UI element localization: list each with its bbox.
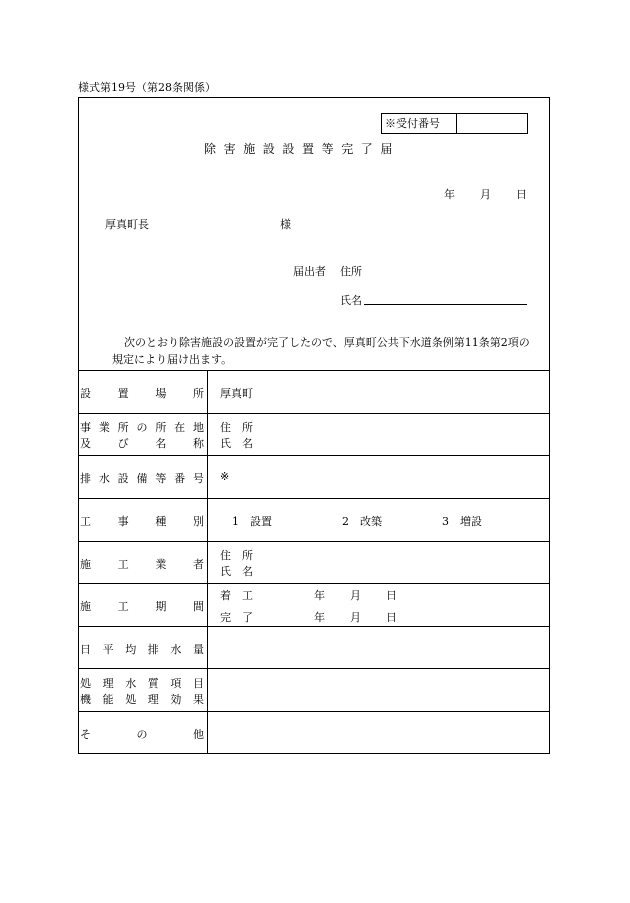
contractor-address-label: 住 所 <box>220 549 253 562</box>
period-end-label: 完 了 <box>220 611 253 624</box>
row-label-water-quality: 処理水質項目 <box>80 677 204 690</box>
addressee-honorific: 様 <box>280 218 291 231</box>
row-label-construction-type: 工事種別 <box>80 515 204 528</box>
row-label-daily-discharge: 日平均排水量 <box>80 643 204 656</box>
period-start-label: 着 工 <box>220 589 253 602</box>
date-day: 日 <box>516 188 527 201</box>
contractor-name-label: 氏 名 <box>220 565 253 578</box>
row-divider <box>78 455 550 456</box>
period-start-year: 年 <box>314 589 325 602</box>
row-label-office-name: 及び名称 <box>80 437 204 450</box>
row-divider <box>78 711 550 712</box>
applicant-name-line <box>364 304 527 305</box>
intro-line-2: 規定により届け出ます。 <box>112 353 233 366</box>
form-title: 除害施設設置等完了届 <box>204 142 401 156</box>
row-label-contractor: 施工業者 <box>80 558 204 571</box>
receipt-number-box <box>381 113 528 134</box>
row-label-office-location: 事業所の所在地 <box>80 421 204 434</box>
office-name-label: 氏 名 <box>220 437 253 450</box>
period-end-month: 月 <box>350 611 361 624</box>
option-rebuild: 2 改築 <box>342 515 382 528</box>
period-end-year: 年 <box>314 611 325 624</box>
row-label-location: 設置場所 <box>80 387 204 400</box>
addressee-name: 厚真町長 <box>105 218 149 231</box>
applicant-label: 届出者 <box>293 265 326 278</box>
row-divider <box>78 498 550 499</box>
applicant-name-label: 氏名 <box>340 294 362 307</box>
row-label-period: 施工期間 <box>80 600 204 613</box>
row-divider <box>78 541 550 542</box>
option-install: 1 設置 <box>232 515 272 528</box>
row-divider <box>78 583 550 584</box>
column-divider <box>207 370 208 754</box>
option-expand: 3 増設 <box>442 515 482 528</box>
period-end-day: 日 <box>386 611 397 624</box>
drainage-number-mark: ※ <box>220 470 230 483</box>
row-label-drainage-number: 排水設備等番号 <box>80 472 204 485</box>
table-top-line <box>78 370 550 371</box>
row-label-other: その他 <box>80 728 204 741</box>
row-divider <box>78 413 550 414</box>
row-divider <box>78 668 550 669</box>
receipt-number-label: ※受付番号 <box>382 114 457 133</box>
office-address-label: 住 所 <box>220 421 253 434</box>
date-year: 年 <box>444 188 455 201</box>
form-number: 様式第19号（第28条関係） <box>78 81 216 94</box>
date-month: 月 <box>480 188 491 201</box>
period-start-month: 月 <box>350 589 361 602</box>
row-label-treatment-effect: 機能処理効果 <box>80 693 204 706</box>
applicant-address-label: 住所 <box>340 265 362 278</box>
period-start-day: 日 <box>386 589 397 602</box>
row-divider <box>78 626 550 627</box>
location-value: 厚真町 <box>220 387 253 400</box>
intro-line-1: 次のとおり除害施設の設置が完了したので、厚真町公共下水道条例第11条第2項の <box>124 336 530 349</box>
